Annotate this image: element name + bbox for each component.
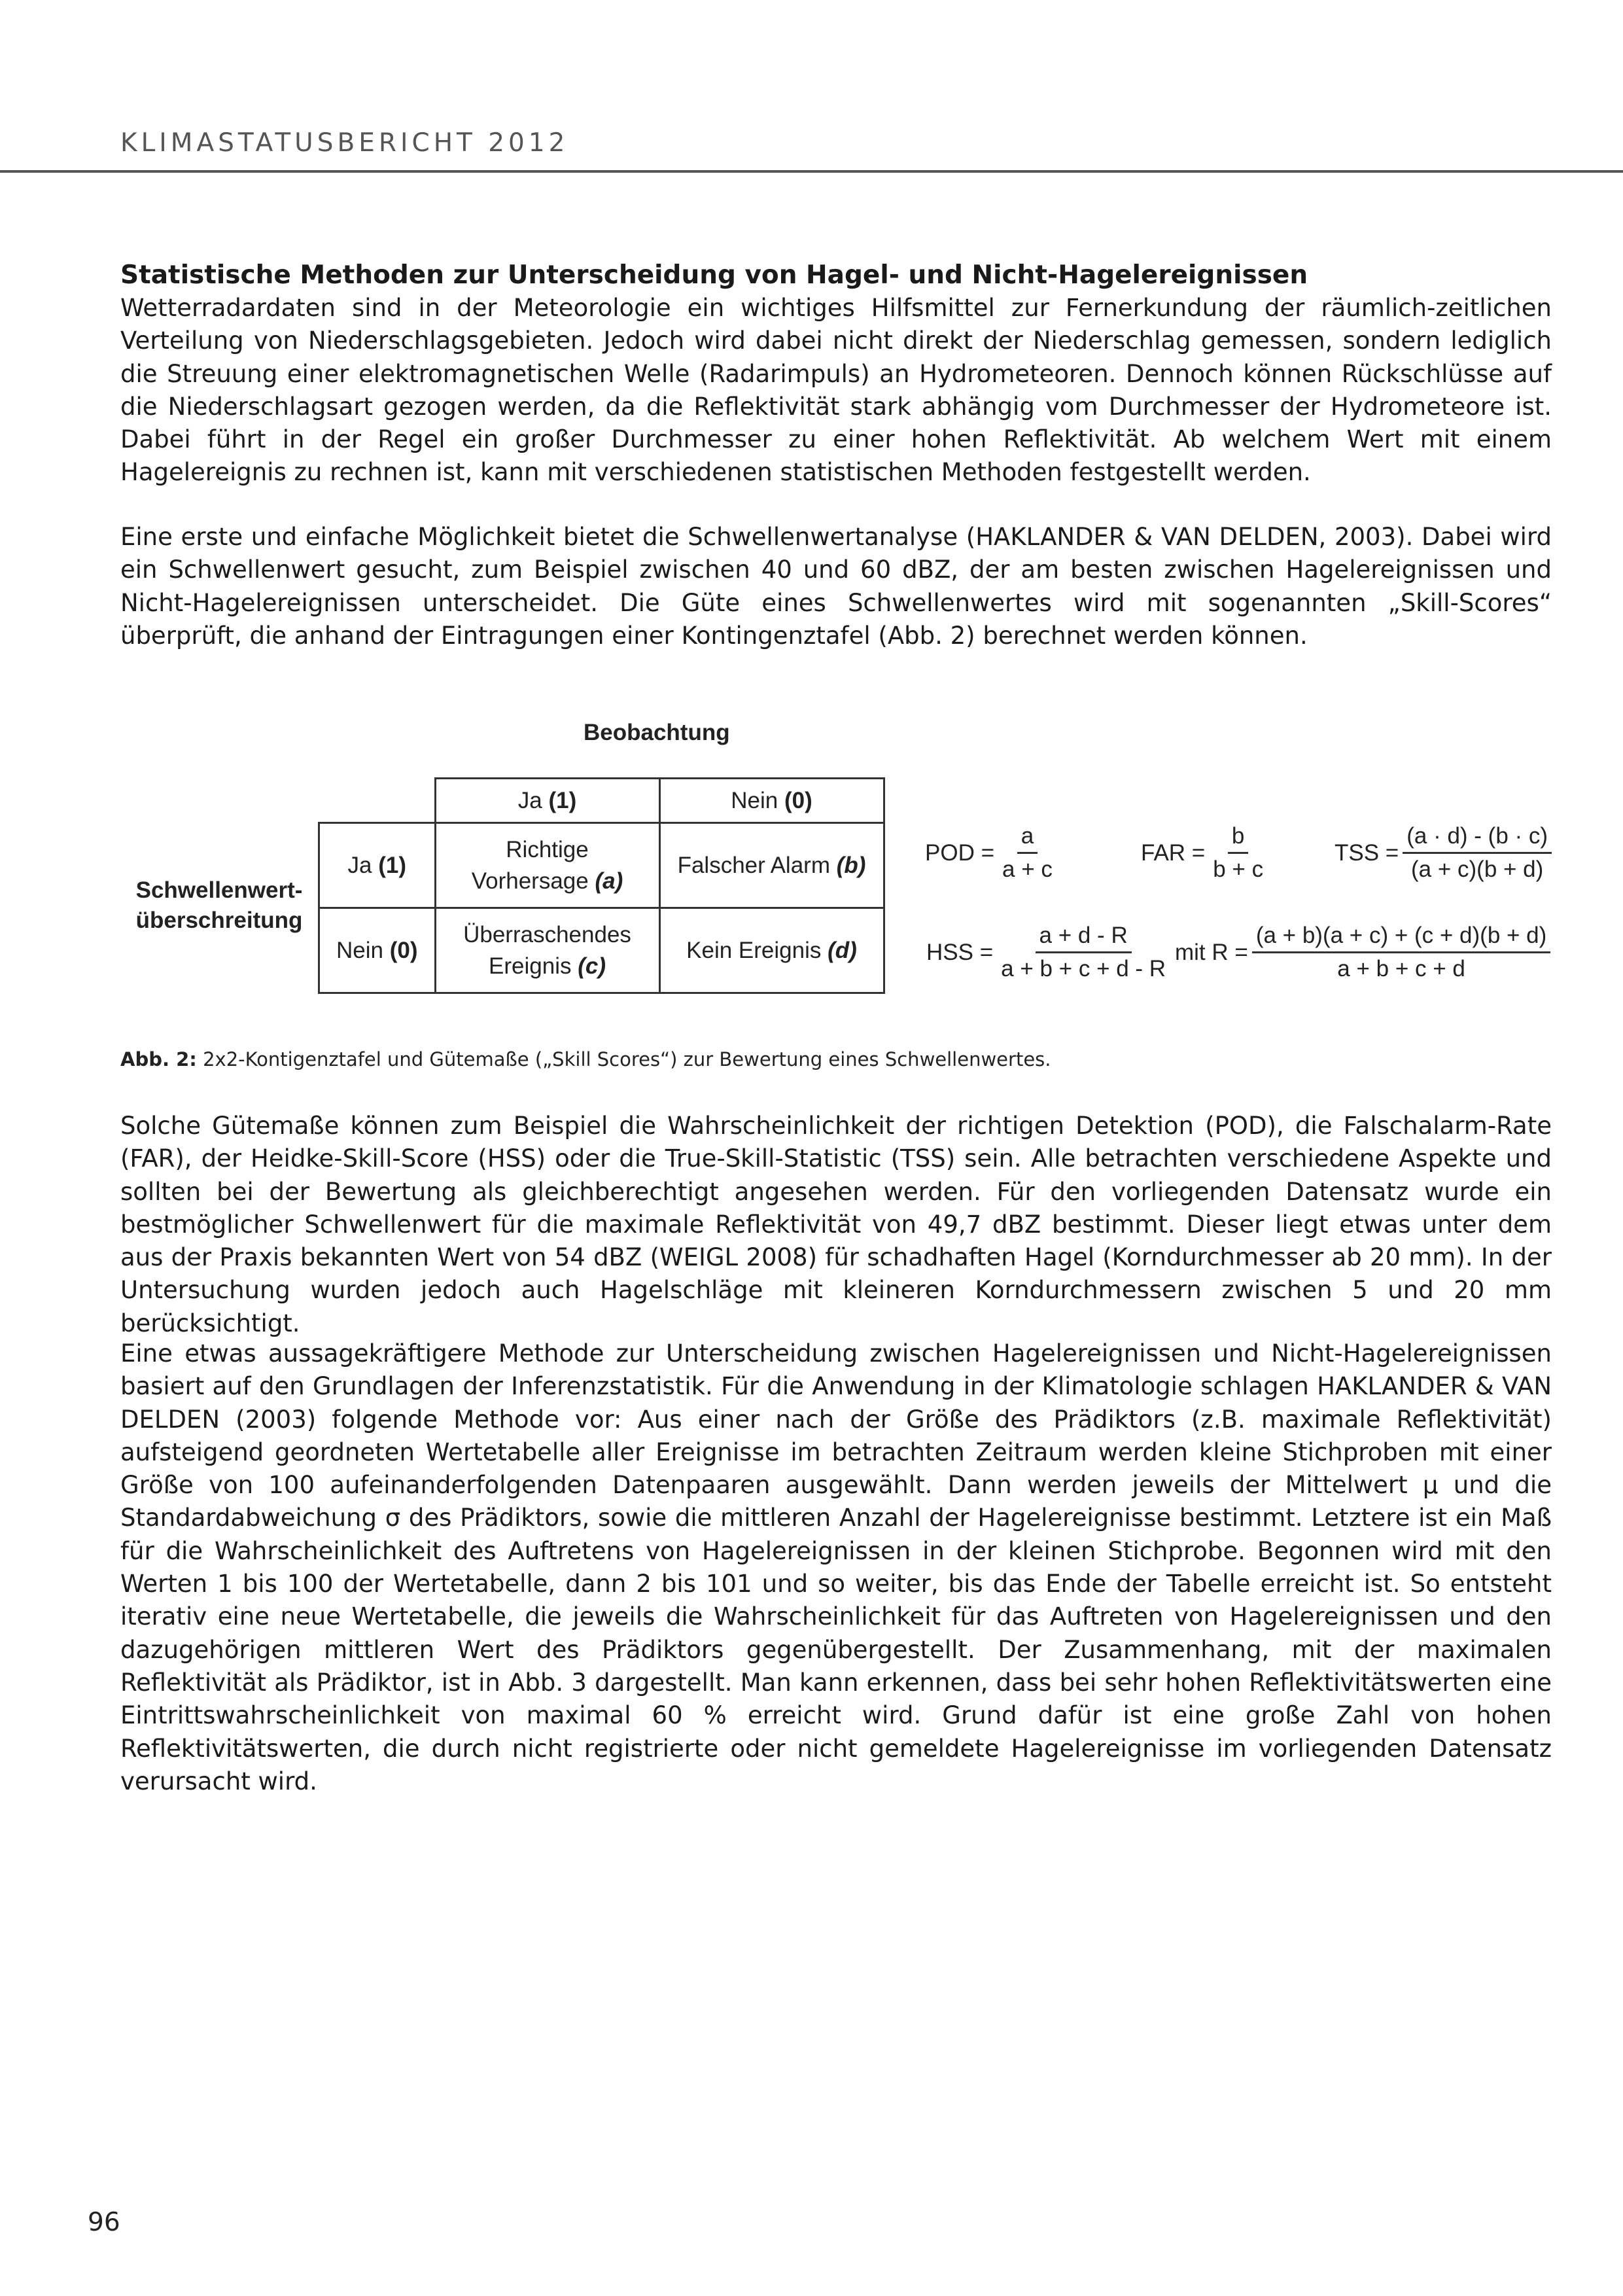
row-axis-label-line2: überschreitung <box>135 908 303 933</box>
col-header-nein: Nein (0) <box>659 779 884 823</box>
formula-hss: HSS = $\frac{a + d - R}{a + b + c + d - R}$ <box>926 923 1166 981</box>
row-header-nein: Nein (0) <box>319 908 436 993</box>
paragraph-2: Eine erste und einfache Möglichkeit bietet die Schwellenwertanalyse (HAKLANDER & VAN DELDEN, 2003). Dabei wird ein Schwellenwert gesucht, zum Beispiel zwischen 40 und 60 dBZ, der am besten zwischen Hagelereignissen und Nicht-Hagelereignissen unterscheidet. Die Güte eines Schwellenwertes wird mit sogenannten „Skill-Scores“ überprüft, die anhand der Eintragungen einer Kontingenztafel (Abb. 2) berechnet werden können. <box>120 523 1552 650</box>
page-number: 96 <box>88 2208 120 2237</box>
paragraph-4: Eine etwas aussagekräftigere Methode zur Unterscheidung zwischen Hagelereignissen und Nicht-Hagelereignissen basiert auf den Grundlagen der Inferenzstatistik. Für die Anwendung in der Klimatologie schlagen HAKLANDER & VAN DELDEN (2003) folgende Methode vor: Aus einer nach der Größe des Prädiktors (z.B. maximale Reflektivität) aufsteigend geordneten Wertetabelle aller Ereignisse im betrachten Zeitraum werden kleine Stichproben mit einer Größe von 100 aufeinanderfolgenden Datenpaaren ausgewählt. Dann werden jeweils der Mittelwert µ und die Standardabweichung σ des Prädiktors, sowie die mittleren Anzahl der Hagelereignisse bestimmt. Letztere ist ein Maß für die Wahrscheinlichkeit des Auftretens von Hagelereignissen in der kleinen Stichprobe. Begonnen wird mit den Werten 1 bis 100 der Wertetabelle, dann 2 bis 101 und so weiter, bis das Ende der Tabelle erreicht ist. So entsteht iterativ eine neue Wertetabelle, die jeweils die Wahrscheinlichkeit für das Auftreten von Hagelereignissen und den dazugehörigen mittleren Wert des Prädiktors gegenübergestellt. Der Zusammenhang, mit der maximalen Reflektivität als Prädiktor, ist in Abb. 3 dargestellt. Man kann erkennen, dass bei sehr hohen Reflektivitätswerten eine Eintrittswahrscheinlichkeit von maximal 60 % erreicht wird. Grund dafür ist eine große Zahl von hohen Reflektivitätswerten, die durch nicht registrierte oder nicht gemeldete Hagelereignisse im vorliegenden Datensatz verursacht wird. <box>120 1339 1552 1795</box>
observation-label: Beobachtung <box>584 720 730 745</box>
formula-pod: POD = $\frac{a}{a + c}$ <box>925 823 1053 882</box>
header-rule <box>0 170 1623 173</box>
row-header-ja: Ja (1) <box>319 823 436 908</box>
running-head: KLIMASTATUSBERICHT 2012 <box>120 128 569 158</box>
row-axis-label <box>118 875 321 936</box>
formula-r: mit R = $\frac{(a + b)(a + c) + (c + d)(b + d)}{a + b + c + d}$ <box>1175 923 1550 982</box>
caption-text: 2x2-Kontigenztafel und Gütemaße („Skill Scores“) zur Bewertung eines Schwellenwertes. <box>203 1048 1051 1070</box>
figure-contingency-table <box>0 707 1623 1021</box>
section-title: Statistische Methoden zur Unterscheidung von Hagel- und Nicht-Hagelereignissen <box>120 260 1308 290</box>
cell-a: Richtige Vorhersage (a) <box>435 823 659 908</box>
cell-c: Überraschendes Ereignis (c) <box>435 908 659 993</box>
caption-label: Abb. 2: <box>120 1048 197 1070</box>
paragraph-1: Wetterradardaten sind in der Meteorologie ein wichtiges Hilfsmittel zur Fernerkundung der räumlich-zeitlichen Verteilung von Niederschlagsgebieten. Jedoch wird dabei nicht direkt der Niederschlag gemessen, sondern lediglich die Streuung einer elektromagnetischen Welle (Radarimpuls) an Hydrometeoren. Dennoch können Rückschlüsse auf die Niederschlagsart gezogen werden, da die Reflektivität stark abhängig vom Durchmesser der Hydrometeore ist. Dabei führt in der Regel ein großer Durchmesser zu einer hohen Reflektivität. Ab welchem Wert mit einem Hagelereignis zu rechnen ist, kann mit verschiedenen statistischen Methoden festgestellt werden. <box>120 294 1552 487</box>
col-header-ja: Ja (1) <box>435 779 659 823</box>
cell-d: Kein Ereignis (d) <box>659 908 884 993</box>
row-axis-label-line1: Schwellenwert- <box>135 877 303 903</box>
figure-caption <box>120 1048 1051 1070</box>
cell-b: Falscher Alarm (b) <box>659 823 884 908</box>
formula-tss: TSS = $\frac{(a \cdot d) - (b \cdot c)}{(a + c)(b + d)}$ <box>1335 823 1552 883</box>
contingency-table <box>318 777 885 994</box>
formula-far: FAR = $\frac{b}{b + c}$ <box>1141 823 1264 882</box>
paragraph-3: Solche Gütemaße können zum Beispiel die Wahrscheinlichkeit der richtigen Detektion (POD), die Falschalarm-Rate (FAR), der Heidke-Skill-Score (HSS) oder die True-Skill-Statistic (TSS) sein. Alle betrachten verschiedene Aspekte und sollten bei der Bewertung als gleichberechtigt angesehen werden. Für den vorliegenden Datensatz wurde ein bestmöglicher Schwellenwert für die maximale Reflektivität von 49,7 dBZ bestimmt. Dieser liegt etwas unter dem aus der Praxis bekannten Wert von 54 dBZ (WEIGL 2008) für schadhaften Hagel (Korndurchmesser ab 20 mm). In der Untersuchung wurden jedoch auch Hagelschläge mit kleineren Korndurchmessern zwischen 5 und 20 mm berücksichtigt. <box>120 1112 1552 1337</box>
